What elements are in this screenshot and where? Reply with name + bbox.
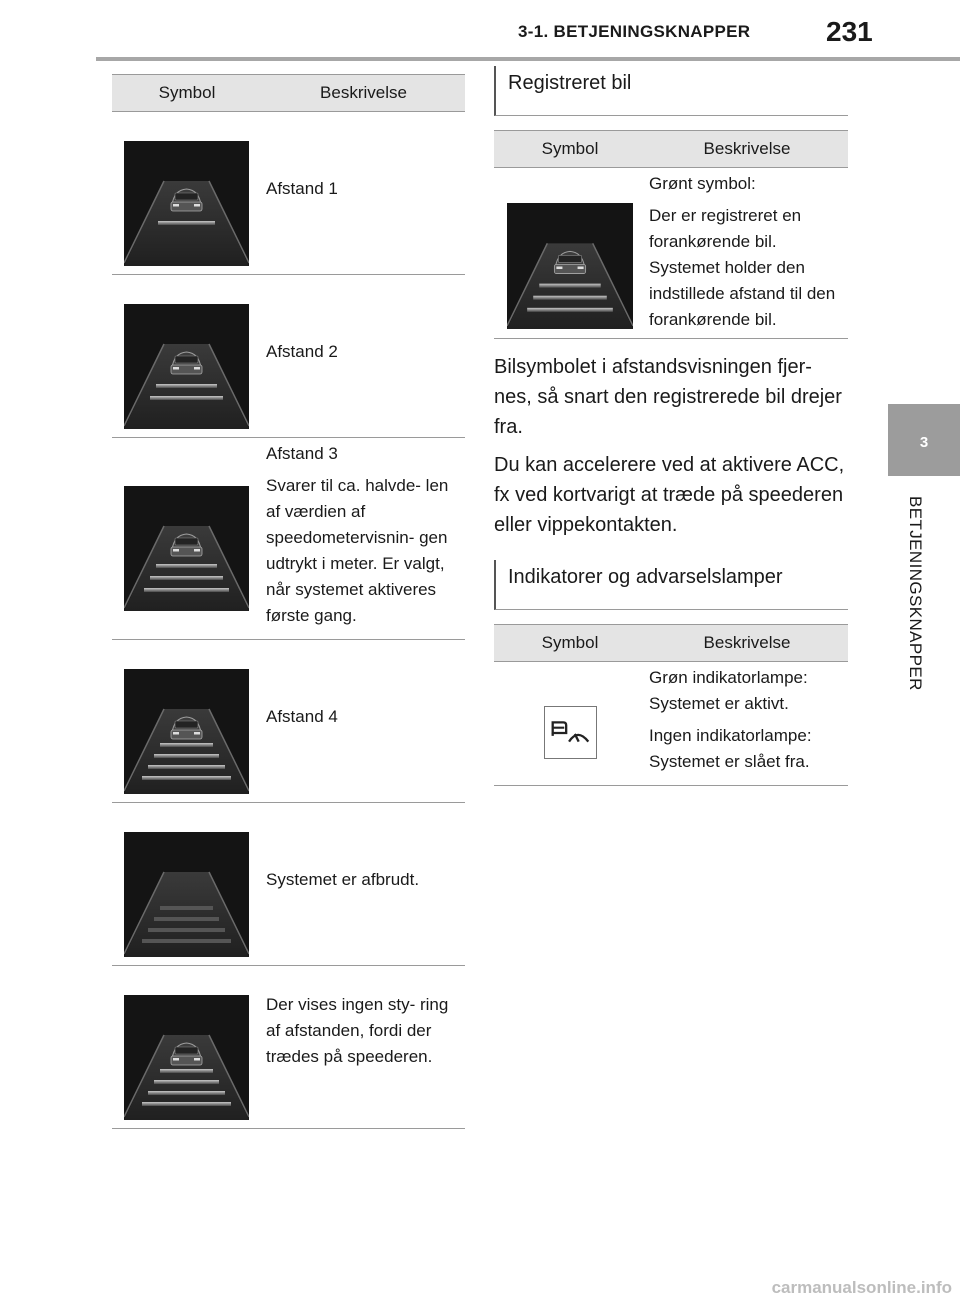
table-row [112,803,465,966]
distance-2-symbol [124,304,249,429]
no-distance-control-symbol [124,995,249,1120]
col-symbol: Symbol [541,139,599,158]
row-description [266,867,464,899]
col-symbol: Symbol [541,633,599,652]
row-description [266,992,464,1076]
table-row [494,168,848,339]
registered-car-heading: Registreret bil [494,66,848,116]
description-text: Afstand 1 [266,179,338,198]
col-description: Beskrivelse [320,83,407,102]
acc-indicator-icon [544,706,597,759]
chapter-number: 3 [919,434,929,451]
watermark: carmanualsonline.info [771,1278,952,1297]
col-description: Beskrivelse [703,139,791,158]
paragraph: Bilsymbolet i afstandsvisningen fjer- nes, så snart den registrerede bil drejer fra. [494,356,842,438]
system-interrupted-symbol [124,832,249,957]
description-text: Der vises ingen sty- ring af afstanden, fordi der trædes på speederen. [266,995,449,1066]
table-header [112,74,465,112]
description-text: Afstand 4 [266,707,338,726]
section-title: 3-1. BETJENINGSKNAPPER [518,22,751,41]
description-text: Systemet er afbrudt. [266,870,420,889]
registered-car-symbol [507,203,633,329]
header-rule [96,57,960,61]
distance-1-symbol [124,141,249,266]
description-title: Afstand 3 [266,444,338,463]
description-text: Ingen indikatorlampe: Systemet er slået fra. [649,726,812,771]
col-symbol: Symbol [158,83,216,102]
row-description [266,704,464,736]
chapter-label: BETJENINGSKNAPPER [906,496,925,691]
description-text: Svarer til ca. halvde- len af værdien af speedometervisnin- gen udtrykt i meter. Er valgt, når systemet aktiveres første gang. [266,476,449,625]
table-row [112,112,465,275]
indicators-table [494,624,848,786]
indicators-heading: Indikatorer og advarselslamper [494,560,848,610]
paragraph: Du kan accelerere ved at aktivere ACC, fx ved kortvarigt at træde på speederen eller vippekontakten. [494,454,845,536]
table-header [494,130,848,168]
row-description [266,339,464,371]
col-description: Beskrivelse [703,633,791,652]
row-description [266,441,464,635]
row-description [649,665,847,781]
description-text: Der er registreret en forankørende bil. Systemet holder den indstillede afstand til den forankørende bil. [649,206,836,329]
row-description [266,176,464,208]
description-title: Grønt symbol: [649,174,756,193]
table-row [112,275,465,438]
row-description [649,171,847,339]
table-row [112,438,465,640]
distance-3-symbol [124,486,249,611]
body-text [494,352,848,548]
description-text: Grøn indikatorlampe: Systemet er aktivt. [649,668,808,713]
table-row [494,662,848,786]
table-row [112,966,465,1129]
description-text: Afstand 2 [266,342,338,361]
table-header [494,624,848,662]
table-row [112,640,465,803]
chapter-tab [888,404,960,476]
page-number: 231 [826,16,873,47]
distance-table [112,74,465,1129]
registered-car-table [494,130,848,339]
distance-4-symbol [124,669,249,794]
